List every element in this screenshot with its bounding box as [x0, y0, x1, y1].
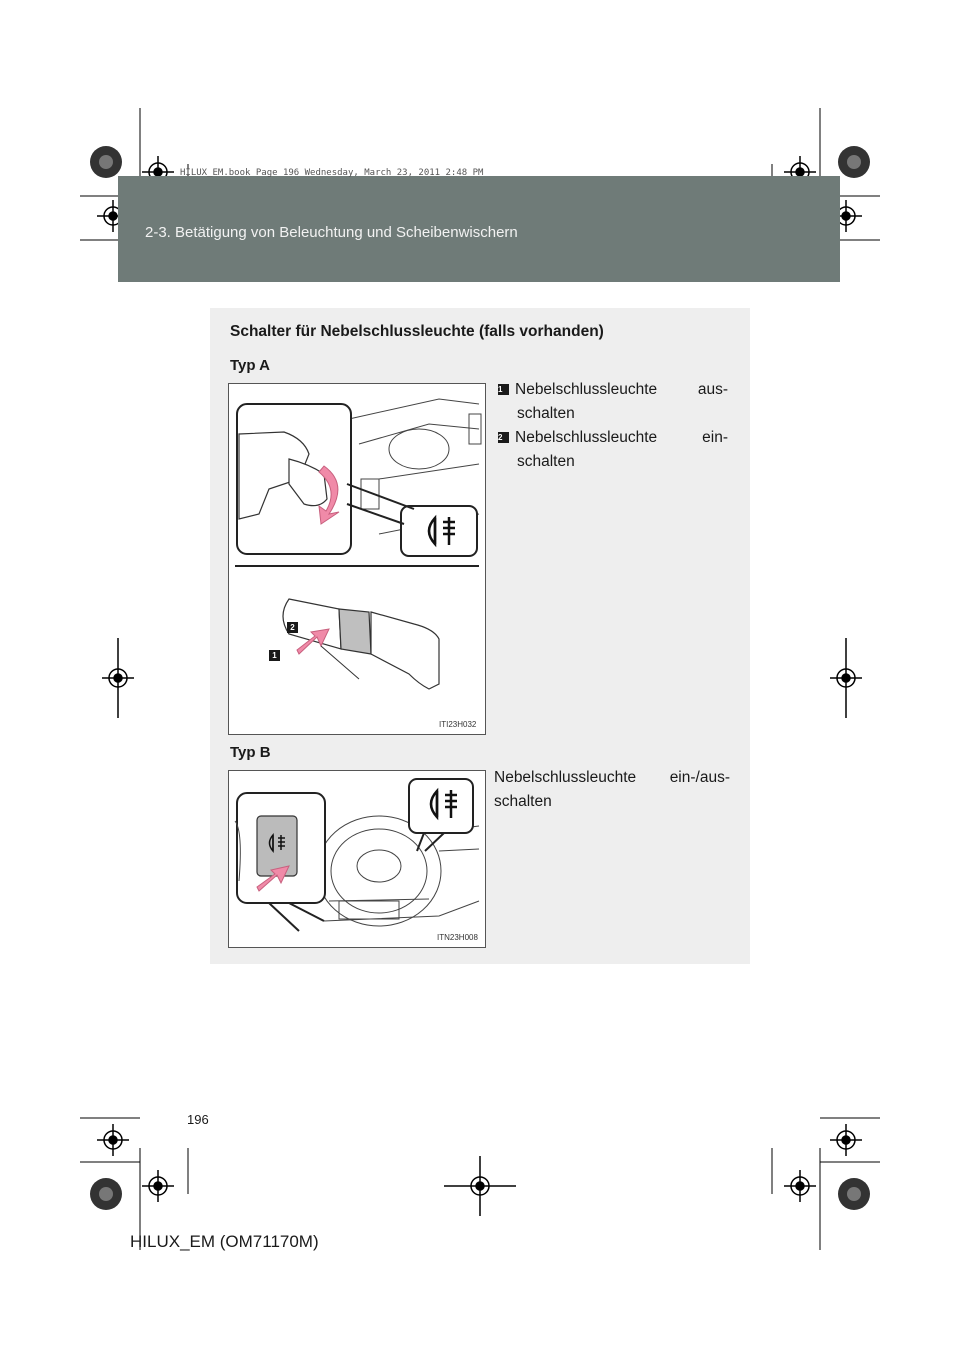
chapter-title: 2-3. Betätigung von Beleuchtung und Scheibenwischern — [145, 224, 518, 241]
figure-marker-1: 1 — [269, 650, 280, 661]
section-heading: Schalter für Nebelschlussleuchte (falls vorhanden) — [230, 323, 604, 340]
item-2-line2: schalten — [517, 453, 575, 470]
type-a-item-2 — [498, 426, 728, 474]
marker-1: 1 — [498, 384, 509, 395]
figure-a-code: ITI23H032 — [439, 720, 477, 729]
figure-marker-2: 2 — [287, 622, 298, 633]
figure-type-b — [228, 770, 486, 948]
marker-2: 2 — [498, 432, 509, 443]
book-meta: HILUX_EM.book Page 196 Wednesday, March 23, 2011 2:48 PM — [180, 168, 484, 178]
document-code: HILUX_EM (OM71170M) — [130, 1232, 319, 1251]
figure-a-illustration — [229, 384, 485, 734]
type-b-line2: schalten — [494, 793, 552, 810]
type-a-item-1 — [498, 378, 728, 426]
rear-fog-lamp-icon — [265, 833, 289, 853]
type-a-label: Typ A — [230, 357, 270, 374]
item-2-line1: Nebelschlussleuchte ein- — [515, 429, 728, 446]
rear-fog-lamp-icon — [421, 514, 461, 548]
item-1-line2: schalten — [517, 405, 575, 422]
figure-type-a — [228, 383, 486, 735]
type-b-label: Typ B — [230, 744, 271, 761]
item-1-line1: Nebelschlussleuchte aus- — [515, 381, 728, 398]
page-number: 196 — [187, 1112, 209, 1127]
rear-fog-lamp-icon — [423, 787, 463, 821]
type-b-description — [494, 766, 730, 814]
figure-b-code: ITN23H008 — [437, 933, 478, 942]
type-b-line1: Nebelschlussleuchte ein-/aus- — [494, 769, 730, 786]
